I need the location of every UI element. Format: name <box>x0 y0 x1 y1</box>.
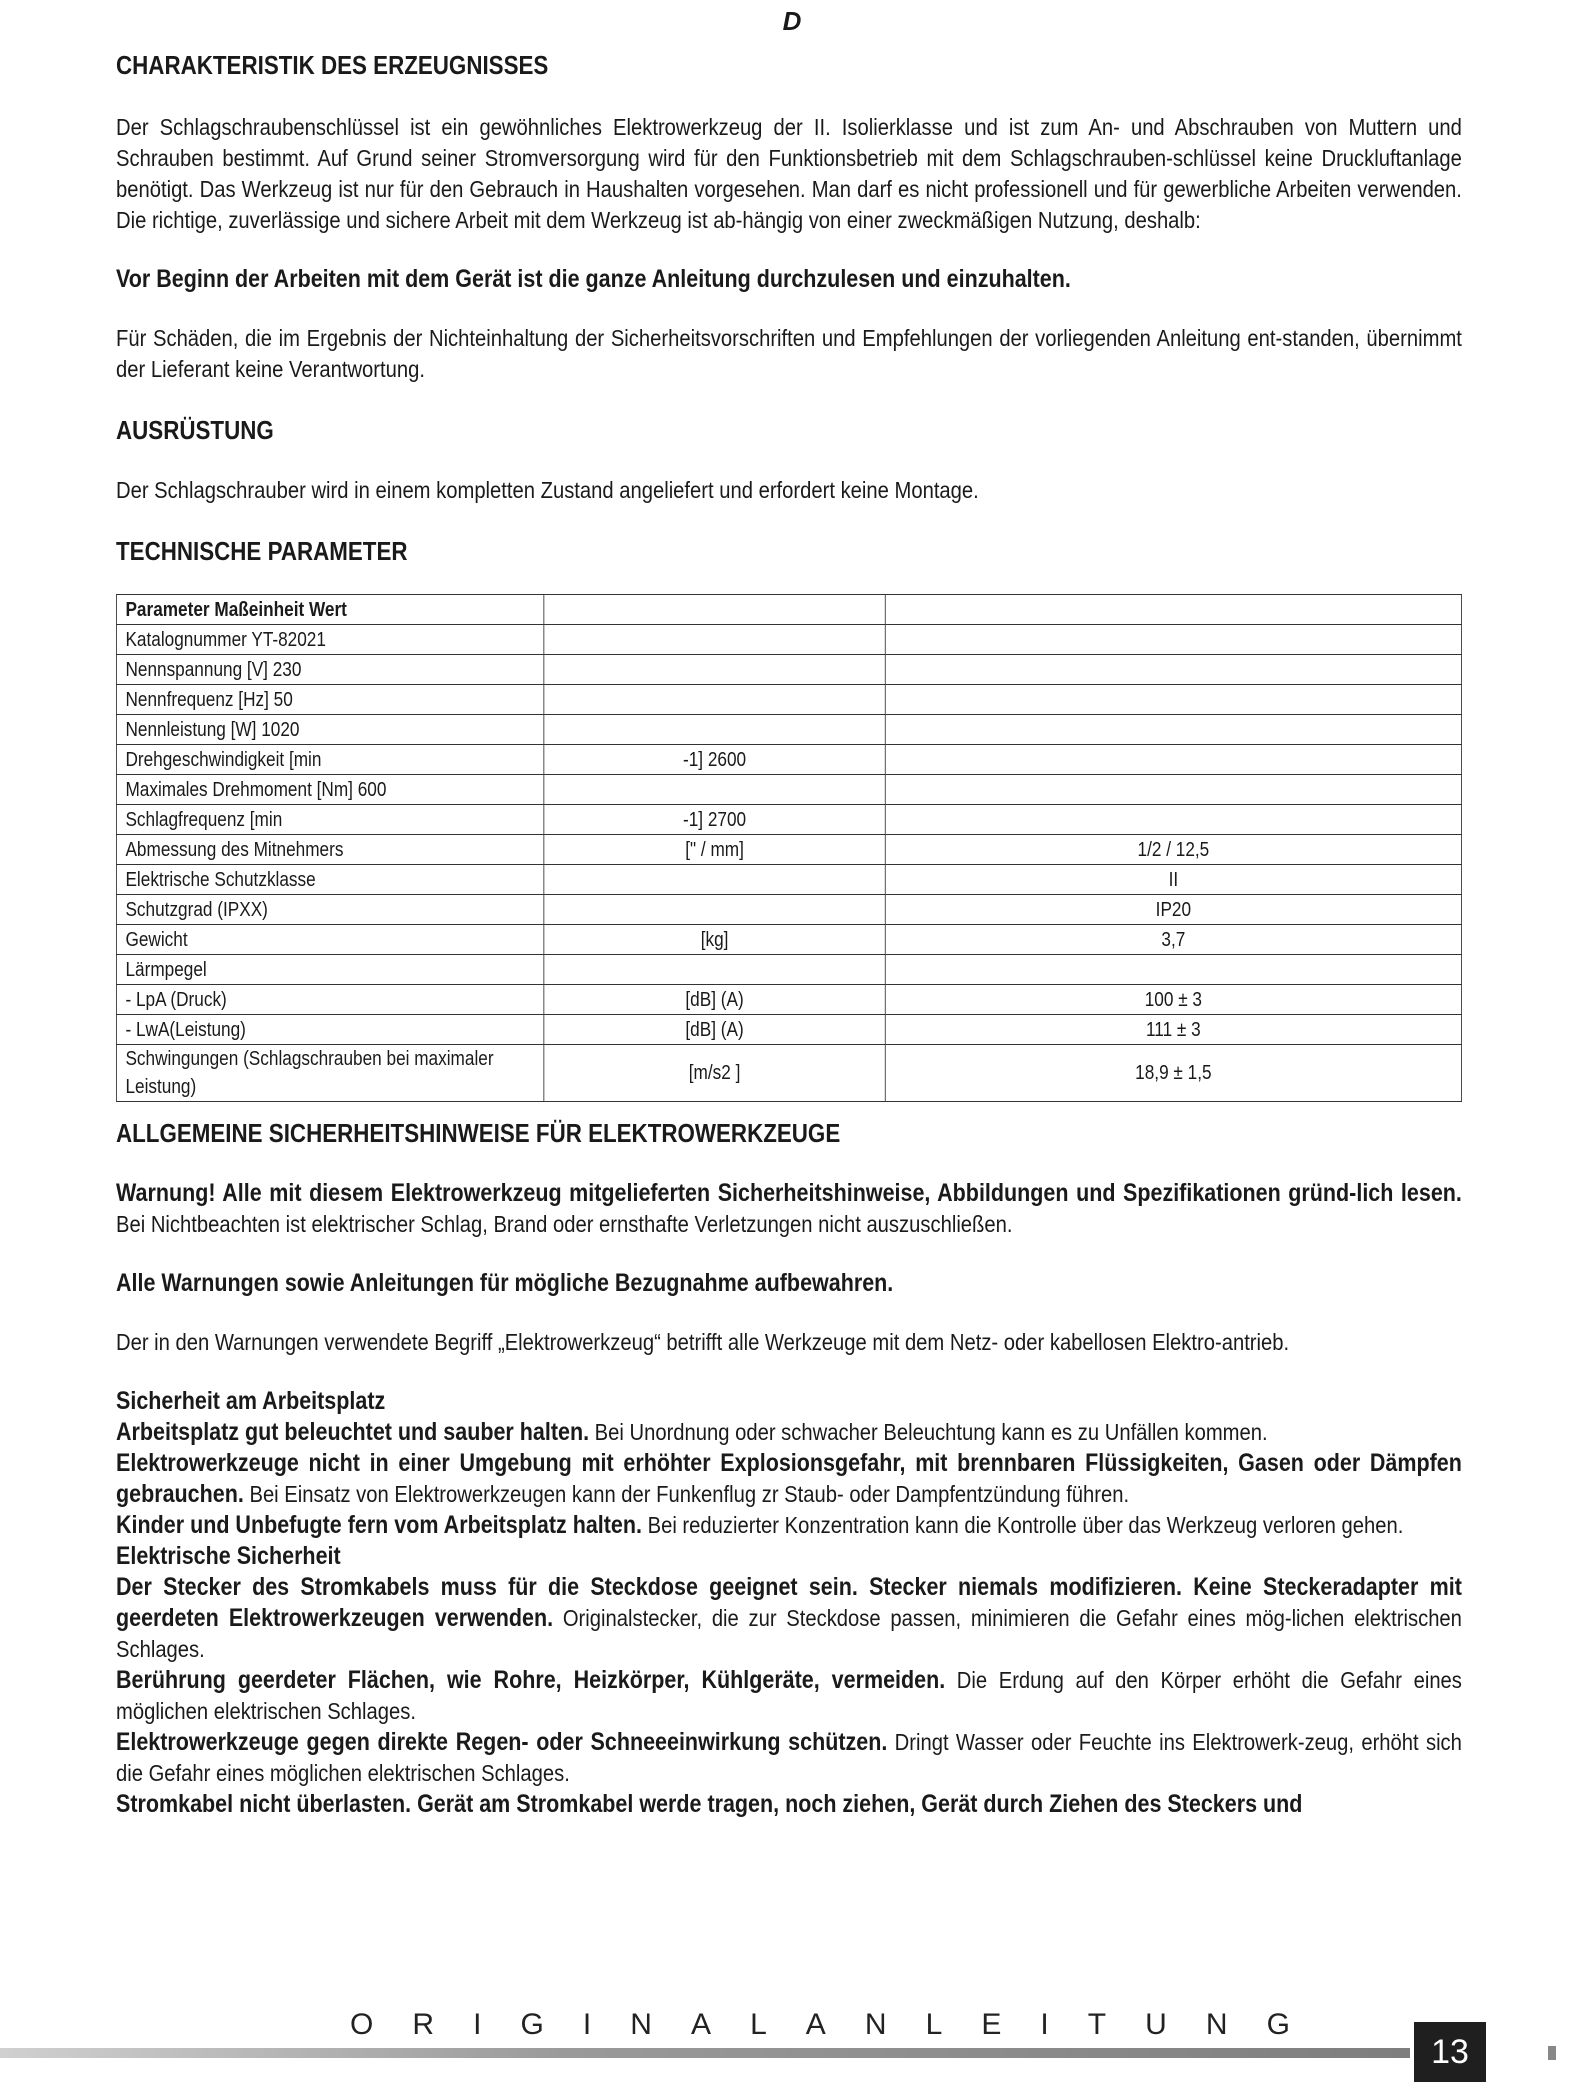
table-cell <box>544 775 885 805</box>
table-cell: Schutzgrad (IPXX) <box>116 895 543 925</box>
table-cell: 18,9 ± 1,5 <box>885 1045 1461 1102</box>
page-number: 13 <box>1414 2022 1486 2082</box>
table-cell: [m/s2 ] <box>544 1045 885 1102</box>
table-cell: II <box>885 865 1461 895</box>
table-cell <box>885 685 1461 715</box>
table-row <box>116 985 1461 1015</box>
table-row <box>116 625 1461 655</box>
footer-letter: U <box>1145 2008 1167 2041</box>
table-row <box>116 1045 1461 1102</box>
table-cell: Gewicht <box>116 925 543 955</box>
table-cell: IP20 <box>885 895 1461 925</box>
heading-allgemeine-sicherheit: ALLGEMEINE SICHERHEITSHINWEISE FÜR ELEKTROWERKZEUGE <box>116 1118 841 1148</box>
table-cell <box>544 715 885 745</box>
paragraph-elektrisch-3 <box>116 1727 1462 1789</box>
footer-letter: A <box>805 2008 826 2041</box>
footer-letter: E <box>981 2008 1002 2041</box>
table-cell: - LwA(Leistung) <box>116 1015 543 1045</box>
table-cell: Abmessung des Mitnehmers <box>116 835 543 865</box>
table-cell <box>544 955 885 985</box>
table-cell <box>885 775 1461 805</box>
table-row <box>116 1015 1461 1045</box>
table-row <box>116 865 1461 895</box>
warnung-text: Bei Nichtbeachten ist elektrischer Schlag, Brand oder ernsthafte Verletzungen nicht auszuschließen. <box>116 1211 1013 1237</box>
table-cell: Nennspannung [V] 230 <box>116 655 543 685</box>
table-cell <box>885 595 1461 625</box>
footer-letter: I <box>582 2008 592 2041</box>
paragraph-elektrisch-2 <box>116 1665 1462 1727</box>
table-cell <box>885 655 1461 685</box>
table-cell <box>544 625 885 655</box>
document-body <box>116 48 1462 1820</box>
table-cell: Katalognummer YT-82021 <box>116 625 543 655</box>
footer-letter: T <box>1087 2008 1107 2041</box>
footer-letter: N <box>1205 2008 1228 2041</box>
paragraph-elektrisch-4: Stromkabel nicht überlasten. Gerät am Stromkabel werde tragen, noch ziehen, Gerät durch Ziehen des Steckers und <box>116 1790 1303 1818</box>
table-cell <box>544 595 885 625</box>
table-cell: Lärmpegel <box>116 955 543 985</box>
footer-letter: R <box>412 2008 435 2041</box>
footer-letter: I <box>1040 2008 1049 2041</box>
table-cell: [kg] <box>544 925 885 955</box>
table-row <box>116 955 1461 985</box>
table-cell: Maximales Drehmoment [Nm] 600 <box>116 775 543 805</box>
table-cell: Drehgeschwindigkeit [min <box>116 745 543 775</box>
table-row <box>116 745 1461 775</box>
footer-letter: L <box>750 2008 767 2041</box>
ap1-text: Bei Unordnung oder schwacher Beleuchtung kann es zu Unfällen kommen. <box>589 1419 1268 1445</box>
footer-letter: N <box>630 2008 652 2041</box>
table-cell <box>544 895 885 925</box>
table-row <box>116 775 1461 805</box>
paragraph-charakteristik: Der Schlagschraubenschlüssel ist ein gewöhnliches Elektrowerkzeug der II. Isolierklasse und ist zum An- und Abschrauben von Muttern und Schrauben bestimmt. Auf Grund seiner Stromversorgung wird für den Funktionsbetrieb mit dem Schlagschrauben-schlüssel keine Druckluftanlage benötigt. Das Werkzeug ist nur für den Gebrauch in Haushalten vorgesehen. Man darf es nicht professionell und für gewerbliche Arbeiten verwenden. Die richtige, zuverlässige und sichere Arbeit mit dem Werkzeug ist ab-hängig von einer zweckmäßigen Nutzung, deshalb: <box>116 114 1462 233</box>
paragraph-begriff: Der in den Warnungen verwendete Begriff „Elektrowerkzeug“ betrifft alle Werkzeuge mit dem Netz- oder kabellosen Elektro-antrieb. <box>116 1329 1290 1355</box>
table-cell: [" / mm] <box>544 835 885 865</box>
paragraph-elektrisch-1 <box>116 1572 1462 1665</box>
heading-technische-parameter: TECHNISCHE PARAMETER <box>116 536 408 566</box>
spec-table <box>116 594 1462 1102</box>
ap2-bold: Elektrowerkzeuge nicht in einer Umgebung mit erhöhter Explosionsgefahr, mit brennbaren Flüssigkeiten, Gasen oder Dämpfen gebrauchen. <box>116 1449 1462 1508</box>
table-cell: -1] 2600 <box>544 745 885 775</box>
el2-bold: Berührung geerdeter Flächen, wie Rohre, Heizkörper, Kühlgeräte, vermeiden. <box>116 1666 946 1694</box>
table-cell: [dB] (A) <box>544 985 885 1015</box>
table-row <box>116 655 1461 685</box>
footer-letter: O <box>350 2008 374 2041</box>
warnung-bold: Warnung! Alle mit diesem Elektrowerkzeug mitgelieferten Sicherheitshinweise, Abbildungen und Spezifikationen gründ-lich lesen. <box>116 1179 1462 1207</box>
table-row <box>116 835 1461 865</box>
el1-bold: Der Stecker des Stromkabels muss für die Steckdose geeignet sein. Stecker niemals modifizieren. Keine Steckeradapter mit geerdeten Elektrowerkzeugen verwenden. <box>116 1573 1462 1632</box>
table-cell: - LpA (Druck) <box>116 985 543 1015</box>
paragraph-haftung: Für Schäden, die im Ergebnis der Nichteinhaltung der Sicherheitsvorschriften und Empfehlungen der vorliegenden Anleitung ent-standen, übernimmt der Lieferant keine Verantwortung. <box>116 325 1462 382</box>
table-cell <box>885 805 1461 835</box>
ap2-text: Bei Einsatz von Elektrowerkzeugen kann der Funkenflug zr Staub- oder Dampfentzündung führen. <box>243 1481 1130 1507</box>
table-cell: 3,7 <box>885 925 1461 955</box>
footer-letter: G <box>1266 2008 1290 2041</box>
subheading-arbeitsplatz: Sicherheit am Arbeitsplatz <box>116 1387 386 1415</box>
table-cell <box>544 685 885 715</box>
table-cell <box>544 655 885 685</box>
el2-text: Die Erdung auf den Körper erhöht die Gefahr eines möglichen elektrischen Schlages. <box>116 1667 1462 1724</box>
footer-letter: A <box>691 2008 712 2041</box>
table-cell: 1/2 / 12,5 <box>885 835 1461 865</box>
table-cell: Schwingungen (Schlagschrauben bei maximaler Leistung) <box>116 1045 543 1102</box>
ap3-text: Bei reduzierter Konzentration kann die Kontrolle über das Werkzeug verloren gehen. <box>641 1512 1404 1538</box>
table-row <box>116 685 1461 715</box>
paragraph-warnung <box>116 1178 1462 1240</box>
table-row <box>116 895 1461 925</box>
table-row <box>116 805 1461 835</box>
footer-tick-mark <box>1548 2046 1556 2060</box>
footer-letter: I <box>473 2008 482 2041</box>
table-cell: Nennfrequenz [Hz] 50 <box>116 685 543 715</box>
table-cell: Schlagfrequenz [min <box>116 805 543 835</box>
table-cell <box>885 625 1461 655</box>
table-cell: -1] 2700 <box>544 805 885 835</box>
paragraph-arbeitsplatz-2 <box>116 1448 1462 1510</box>
paragraph-aufbewahren: Alle Warnungen sowie Anleitungen für mögliche Bezugnahme aufbewahren. <box>116 1269 894 1297</box>
footer-letter: G <box>520 2008 544 2041</box>
table-row <box>116 925 1461 955</box>
el1-text: Originalstecker, die zur Steckdose passen, minimieren die Gefahr eines mög-lichen elektrischen Schlages. <box>116 1605 1462 1662</box>
subheading-elektrische-sicherheit: Elektrische Sicherheit <box>116 1542 341 1570</box>
ap1-bold: Arbeitsplatz gut beleuchtet und sauber halten. <box>116 1418 590 1446</box>
table-cell: Nennleistung [W] 1020 <box>116 715 543 745</box>
table-cell: Parameter Maßeinheit Wert <box>116 595 543 625</box>
page-language-letter: D <box>782 6 802 36</box>
table-cell <box>885 745 1461 775</box>
table-row <box>116 715 1461 745</box>
paragraph-ausruestung: Der Schlagschrauber wird in einem kompletten Zustand angeliefert und erfordert keine Montage. <box>116 477 979 503</box>
table-cell: 111 ± 3 <box>885 1015 1461 1045</box>
table-cell: [dB] (A) <box>544 1015 885 1045</box>
table-row <box>116 595 1461 625</box>
ap3-bold: Kinder und Unbefugte fern vom Arbeitsplatz halten. <box>116 1511 642 1539</box>
el3-bold: Elektrowerkzeuge gegen direkte Regen- oder Schneeeinwirkung schützen. <box>116 1728 888 1756</box>
footer-letter: N <box>864 2008 887 2041</box>
table-cell <box>885 955 1461 985</box>
footer-bar <box>0 2048 1410 2058</box>
paragraph-arbeitsplatz-1 <box>116 1417 1462 1448</box>
table-cell: 100 ± 3 <box>885 985 1461 1015</box>
el3-text: Dringt Wasser oder Feuchte ins Elektrowerk-zeug, erhöht sich die Gefahr eines möglichen elektrischen Schlages. <box>116 1729 1462 1786</box>
paragraph-anleitung-lesen: Vor Beginn der Arbeiten mit dem Gerät ist die ganze Anleitung durchzulesen und einzuhalten. <box>116 265 1071 293</box>
paragraph-arbeitsplatz-3 <box>116 1510 1462 1541</box>
table-cell <box>544 865 885 895</box>
table-cell <box>885 715 1461 745</box>
table-cell: Elektrische Schutzklasse <box>116 865 543 895</box>
heading-ausruestung: AUSRÜSTUNG <box>116 415 274 445</box>
footer-originalanleitung <box>350 2008 1290 2042</box>
footer-letter: L <box>925 2008 943 2041</box>
heading-charakteristik: CHARAKTERISTIK DES ERZEUGNISSES <box>116 50 549 80</box>
